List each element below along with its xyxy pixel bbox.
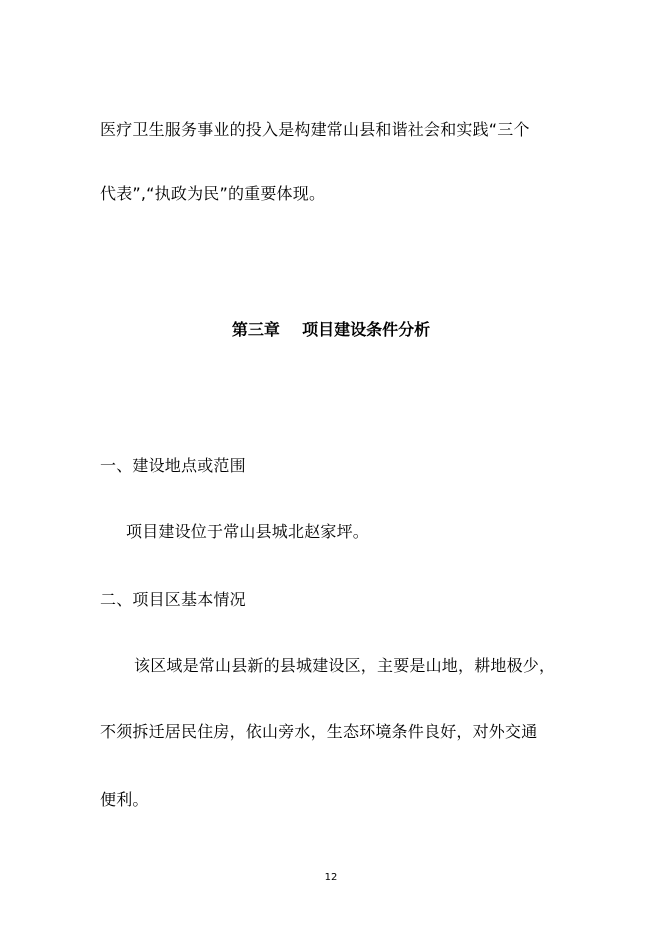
section-body-line-1: 该区域是常山县新的县城建设区，主要是山地，耕地极少， xyxy=(134,656,556,675)
section-body-line-3: 便利。 xyxy=(100,790,149,809)
section-body-location: 项目建设位于常山县城北赵家坪。 xyxy=(126,522,370,541)
page-number: 12 xyxy=(324,872,338,883)
section-heading-location: 一、建设地点或范围 xyxy=(100,456,246,475)
paragraph-line-2: 代表”,“执政为民”的重要体现。 xyxy=(100,184,326,203)
chapter-title: 第三章 项目建设条件分析 xyxy=(231,320,431,339)
section-heading-site-overview: 二、项目区基本情况 xyxy=(100,590,246,609)
paragraph-line-1: 医疗卫生服务事业的投入是构建常山县和谐社会和实践“三个 xyxy=(100,120,530,139)
section-body-line-2: 不须拆迁居民住房，依山旁水，生态环境条件良好，对外交通 xyxy=(100,722,538,741)
